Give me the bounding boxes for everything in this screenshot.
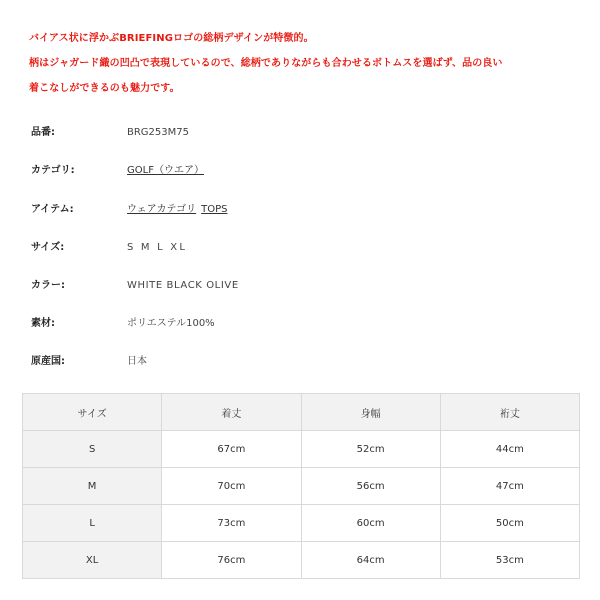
length-cell: 73cm — [162, 505, 301, 542]
spec-value-size: S M L XL — [127, 242, 188, 253]
spec-label-item: アイテム: — [31, 204, 74, 215]
wear-category-link[interactable]: ウェアカテゴリ — [127, 204, 197, 215]
width-cell: 52cm — [301, 431, 440, 468]
header-width: 身幅 — [301, 394, 440, 431]
spec-value-category — [127, 163, 204, 179]
spec-value-origin: 日本 — [127, 356, 147, 367]
table-row — [23, 468, 580, 505]
product-description — [29, 26, 589, 101]
table-row — [23, 431, 580, 468]
spec-value-number: BRG253M75 — [127, 127, 189, 138]
spec-label-size: サイズ: — [31, 242, 65, 253]
header-length: 着丈 — [162, 394, 301, 431]
length-cell: 67cm — [162, 431, 301, 468]
size-table — [22, 393, 580, 579]
table-row — [23, 542, 580, 579]
spec-label-category: カテゴリ: — [31, 165, 75, 176]
width-cell: 56cm — [301, 468, 440, 505]
length-cell: 70cm — [162, 468, 301, 505]
description-line-2: 柄はジャガード織の凹凸で表現しているので、総柄でありながらも合わせるボトムスを選ばず、品の良い — [29, 58, 503, 69]
size-cell: S — [23, 431, 162, 468]
spec-value-material: ポリエステル100% — [127, 318, 215, 329]
length-cell: 76cm — [162, 542, 301, 579]
description-line-3: 着こなしができるのも魅力です。 — [29, 83, 180, 94]
size-cell: M — [23, 468, 162, 505]
spec-label-origin: 原産国: — [31, 356, 65, 367]
sleeve-cell: 47cm — [440, 468, 579, 505]
header-size: サイズ — [23, 394, 162, 431]
sleeve-cell: 50cm — [440, 505, 579, 542]
table-row — [23, 505, 580, 542]
description-line-1: バイアス状に浮かぶBRIEFINGロゴの総柄デザインが特徴的。 — [29, 33, 314, 44]
spec-label-material: 素材: — [31, 318, 55, 329]
spec-label-number: 品番: — [31, 127, 55, 138]
size-cell: XL — [23, 542, 162, 579]
header-sleeve: 裄丈 — [440, 394, 579, 431]
width-cell: 64cm — [301, 542, 440, 579]
spec-label-color: カラー: — [31, 280, 65, 291]
sleeve-cell: 44cm — [440, 431, 579, 468]
category-link[interactable]: GOLF（ウエア） — [127, 165, 204, 176]
size-table-header-row — [23, 394, 580, 431]
tops-link[interactable]: TOPS — [201, 204, 228, 215]
width-cell: 60cm — [301, 505, 440, 542]
size-cell: L — [23, 505, 162, 542]
spec-value-item — [127, 202, 227, 218]
sleeve-cell: 53cm — [440, 542, 579, 579]
spec-value-color: WHITE BLACK OLIVE — [127, 280, 239, 291]
